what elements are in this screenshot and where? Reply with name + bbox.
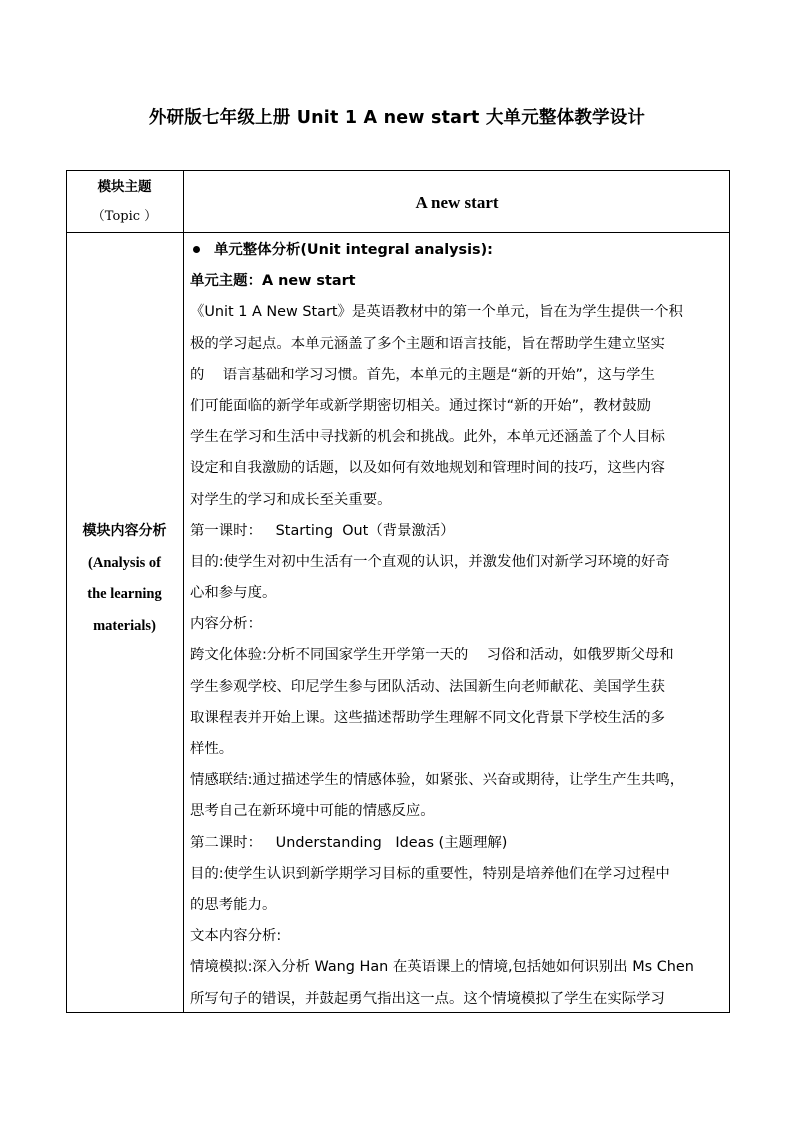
topic-value: A new start — [415, 193, 499, 212]
content-line: 设定和自我激励的话题，以及如何有效地规划和管理时间的技巧，这些内容 — [190, 460, 665, 477]
analysis-label-cell — [66, 516, 183, 642]
content-line: 目的:使学生认识到新学期学习目标的重要性，特别是培养他们在学习过程中 — [190, 865, 670, 882]
content-line-heading — [190, 235, 725, 266]
content-line: 心和参与度。 — [190, 585, 277, 602]
topic-label-en: （Topic ） — [91, 209, 158, 224]
content-line: 们可能面临的新学年或新学期密切相关。通过探讨“新的开始”，教材鼓励 — [190, 397, 652, 414]
document-title: 外研版七年级上册 Unit 1 A new start 大单元整体教学设计 — [148, 108, 646, 128]
content-line: 极的学习起点。本单元涵盖了多个主题和语言技能，旨在帮助学生建立坚实 — [190, 335, 665, 352]
analysis-label-en-1: (Analysis of — [88, 554, 161, 571]
analysis-label-en-3: materials) — [93, 617, 156, 634]
content-line: 目的:使学生对初中生活有一个直观的认识，并激发他们对新学习环境的好奇 — [190, 553, 670, 570]
section-heading: 单元整体分析(Unit integral analysis): — [214, 242, 493, 258]
content-line: 第二课时： Understanding Ideas (主题理解) — [190, 834, 508, 851]
content-line: 样性。 — [190, 741, 234, 757]
topic-label-cn: 模块主题 — [97, 179, 152, 195]
content-line: 学生参观学校、印尼学生参与团队活动、法国新生向老师献花、美国学生获 — [190, 678, 665, 695]
content-line: 的 语言基础和学习习惯。首先，本单元的主题是“新的开始”，这与学生 — [190, 366, 655, 383]
content-line: 文本内容分析: — [190, 928, 282, 945]
bullet-icon — [193, 246, 200, 253]
table-column-divider — [183, 170, 184, 1013]
content-line: 的思考能力。 — [190, 896, 277, 913]
analysis-label-cn: 模块内容分析 — [82, 523, 167, 539]
table-row-divider — [66, 232, 730, 233]
content-line: 所写句子的错误，并鼓起勇气指出这一点。这个情境模拟了学生在实际学习 — [190, 990, 665, 1007]
content-line: 取课程表并开始上课。这些描述帮助学生理解不同文化背景下学校生活的多 — [190, 709, 665, 726]
content-line: 内容分析： — [190, 616, 262, 633]
content-line: 《Unit 1 A New Start》是英语教材中的第一个单元，旨在为学生提供一个积 — [190, 304, 683, 321]
content-line: 情境模拟:深入分析 Wang Han 在英语课上的情境,包括她如何识别出 Ms Chen — [190, 959, 694, 976]
content-line: 单元主题：A new start — [190, 273, 356, 290]
content-line: 情感联结:通过描述学生的情感体验，如紧张、兴奋或期待，让学生产生共鸣， — [190, 772, 685, 789]
analysis-label-en-2: the learning — [87, 586, 162, 602]
content-line: 跨文化体验:分析不同国家学生开学第一天的 习俗和活动，如俄罗斯父母和 — [190, 647, 674, 664]
content-line: 第一课时： Starting Out（背景激活） — [190, 522, 455, 539]
analysis-content — [190, 235, 725, 1015]
topic-label-cell — [66, 172, 183, 232]
content-line: 学生在学习和生活中寻找新的机会和挑战。此外，本单元还涵盖了个人目标 — [190, 429, 665, 446]
content-line: 思考自己在新环境中可能的情感反应。 — [190, 803, 435, 820]
content-line: 对学生的学习和成长至关重要。 — [190, 491, 392, 508]
